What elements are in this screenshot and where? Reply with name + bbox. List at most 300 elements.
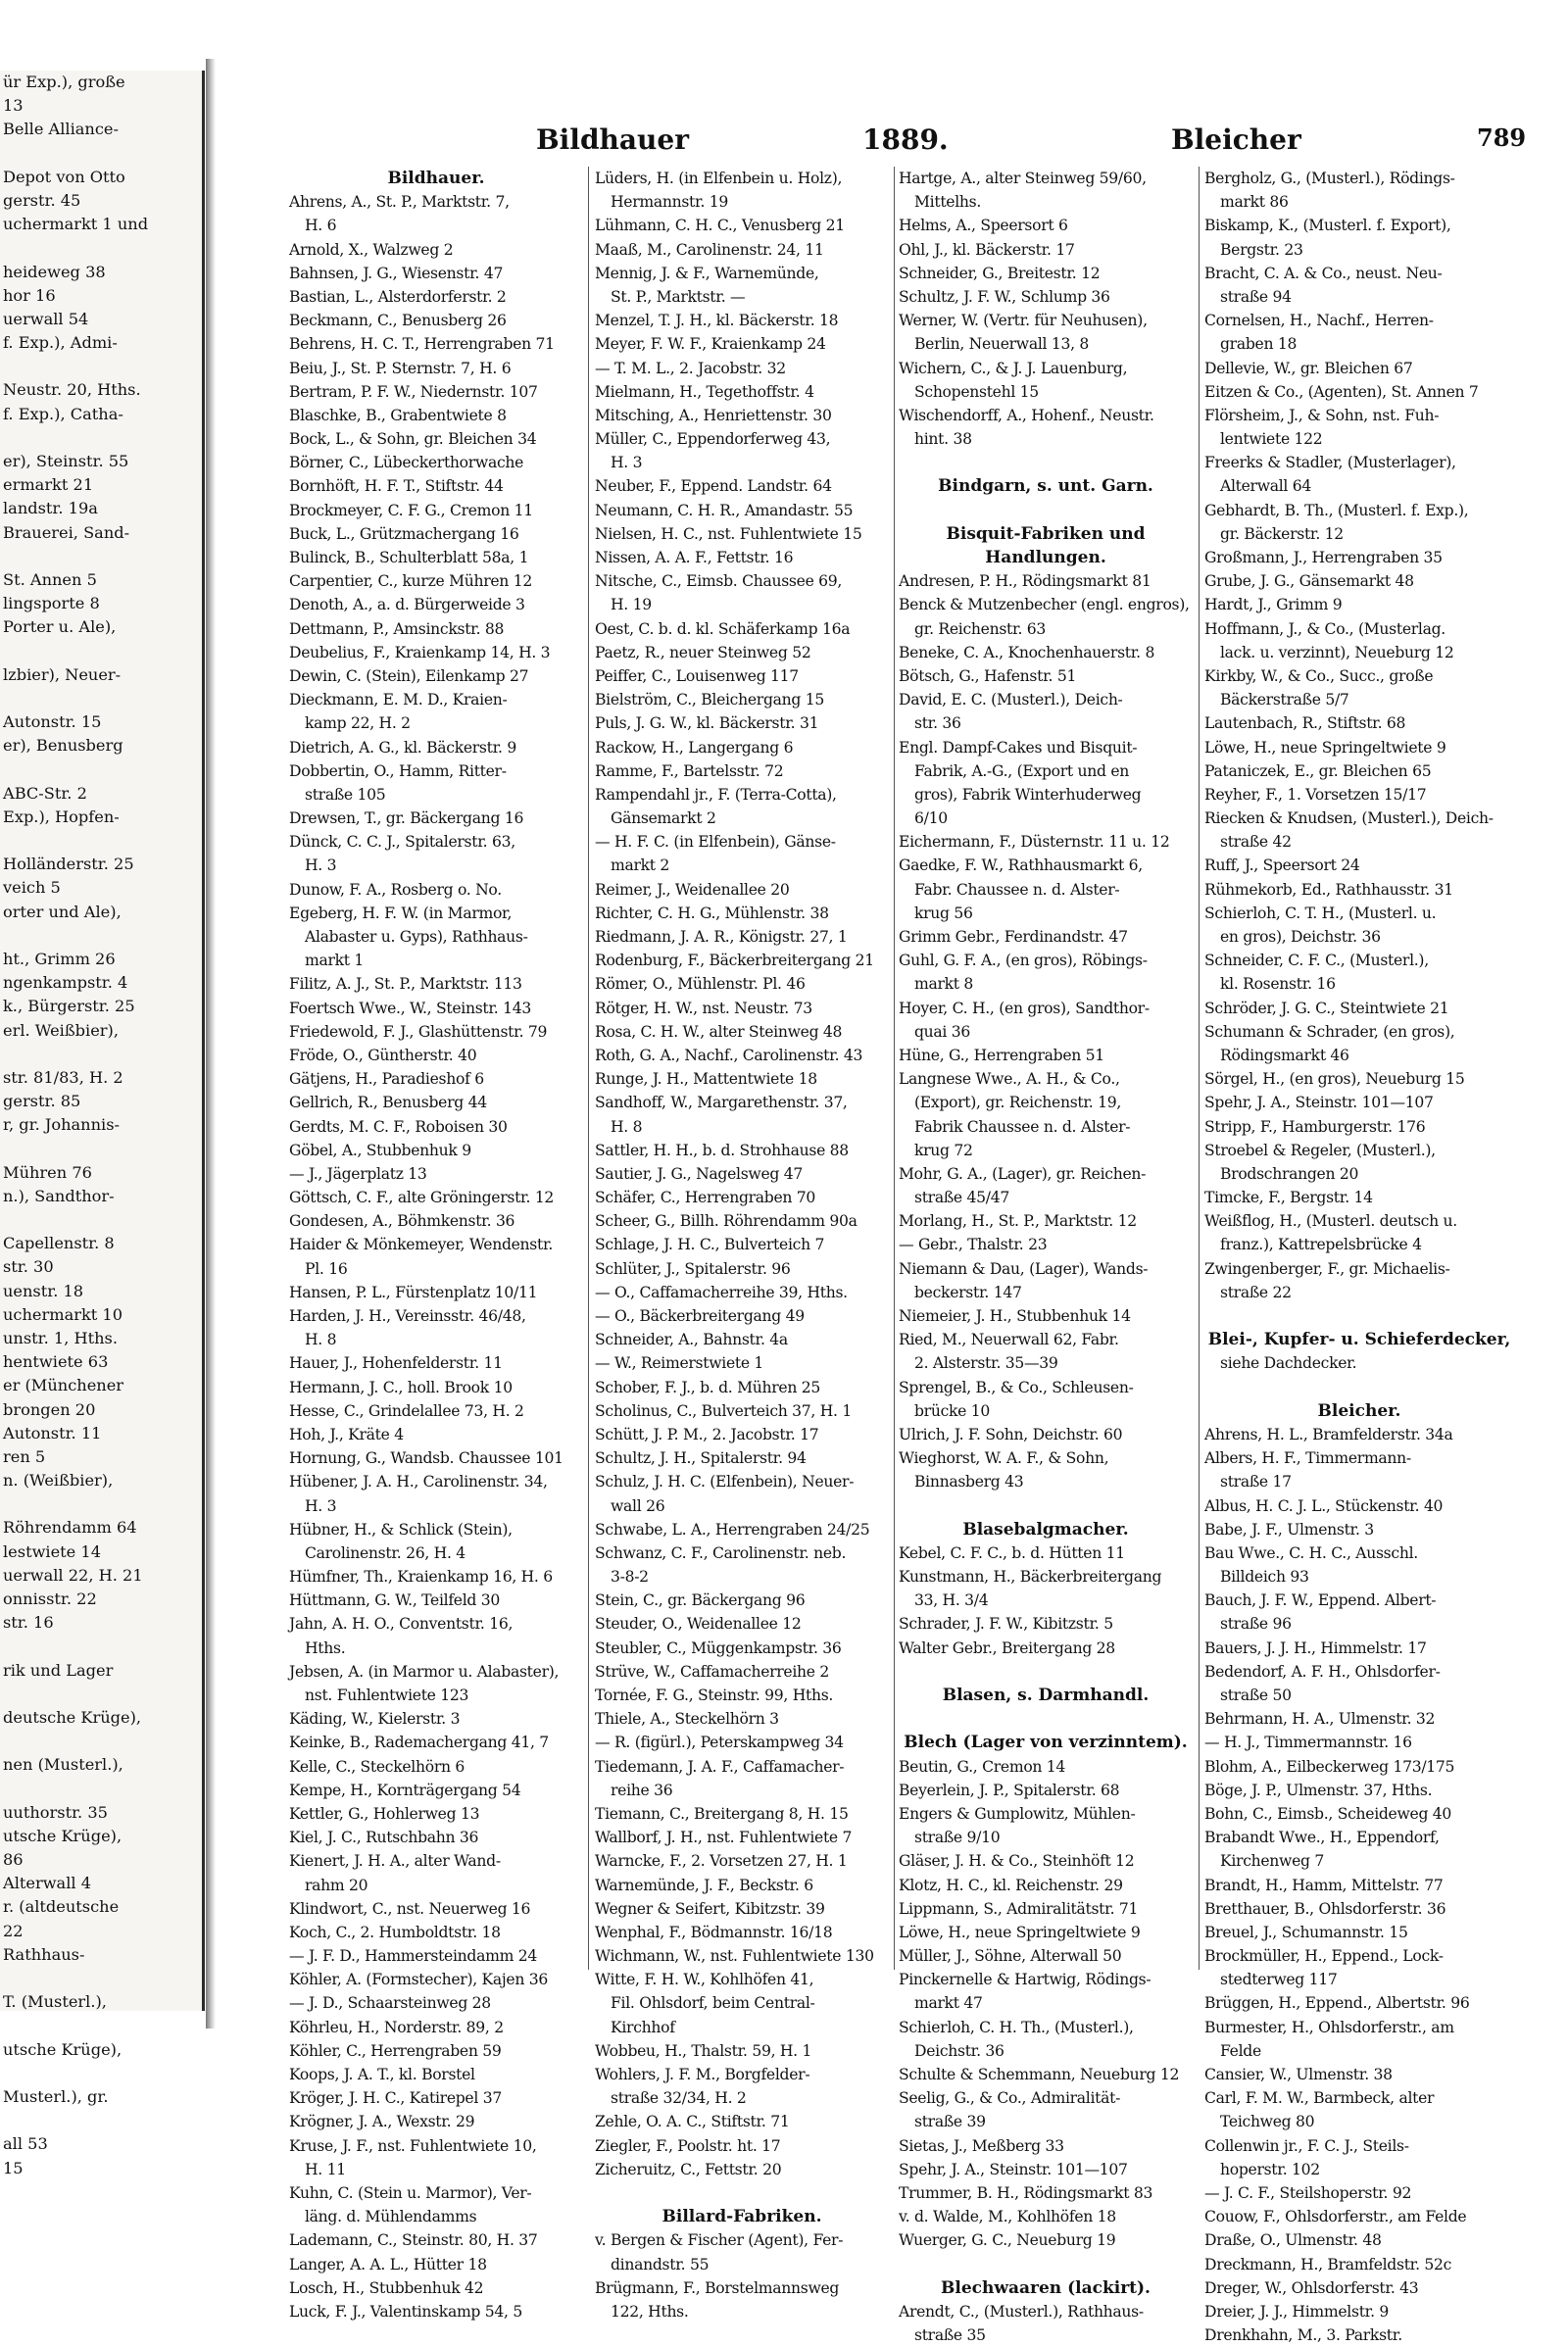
directory-entry: Schlage, J. H. C., Bulverteich 7 xyxy=(595,1236,825,1254)
directory-entry: Weißflog, H., (Musterl. deutsch u. xyxy=(1204,1212,1457,1231)
directory-entry: Steubler, C., Müggenkampstr. 36 xyxy=(595,1638,842,1657)
directory-entry: Gondesen, A., Böhmkenstr. 36 xyxy=(289,1212,515,1231)
directory-entry: Bornhöft, H. F. T., Stiftstr. 44 xyxy=(289,477,504,496)
directory-entry: Ramme, F., Bartelsstr. 72 xyxy=(595,761,784,780)
entry-continuation: Brodschrangen 20 xyxy=(1220,1164,1359,1183)
directory-entry: Kuhn, C. (Stein u. Marmor), Ver- xyxy=(289,2183,532,2202)
page-number: 789 xyxy=(1477,123,1527,152)
directory-entry: Schierloh, C. H. Th., (Musterl.), xyxy=(899,2018,1134,2036)
directory-entry: Gellrich, R., Benusberg 44 xyxy=(289,1094,487,1112)
entry-continuation: Deichstr. 36 xyxy=(914,2041,1004,2060)
directory-entry: Steuder, O., Weidenallee 12 xyxy=(595,1615,802,1634)
directory-entry: Mitsching, A., Henriettenstr. 30 xyxy=(595,406,832,424)
directory-entry: Kunstmann, H., Bäckerbreitergang xyxy=(899,1568,1162,1587)
directory-entry: Hansen, P. L., Fürstenplatz 10/11 xyxy=(289,1283,538,1301)
strip-line: Capellenstr. 8 xyxy=(3,1234,115,1253)
directory-entry: Babe, J. F., Ulmenstr. 3 xyxy=(1204,1520,1374,1539)
directory-entry: Dietrich, A. G., kl. Bäckerstr. 9 xyxy=(289,738,516,757)
directory-entry: Kelle, C., Steckelhörn 6 xyxy=(289,1757,466,1776)
strip-line: uchermarkt 10 xyxy=(3,1304,123,1324)
strip-line: str. 81/83, H. 2 xyxy=(3,1067,123,1087)
directory-entry: Sattler, H. H., b. d. Strohhause 88 xyxy=(595,1141,849,1159)
strip-line xyxy=(0,640,202,663)
section-heading: Bleicher. xyxy=(1317,1400,1401,1421)
directory-entry: Dieckmann, E. M. D., Kraien- xyxy=(289,691,508,709)
directory-entry: Spehr, J. A., Steinstr. 101—107 xyxy=(1204,1094,1434,1112)
entry-continuation: Gänsemarkt 2 xyxy=(611,809,716,828)
entry-continuation: Billdeich 93 xyxy=(1220,1568,1309,1587)
directory-entry: Schultz, J. F. W., Schlump 36 xyxy=(899,287,1110,306)
directory-entry: — J. D., Schaarsteinweg 28 xyxy=(289,1994,491,2013)
directory-entry: Breuel, J., Schumannstr. 15 xyxy=(1204,1923,1408,1941)
directory-entry: Bretthauer, B., Ohlsdorferstr. 36 xyxy=(1204,1899,1446,1918)
entry-continuation: Felde xyxy=(1220,2041,1261,2060)
directory-entry: Brockmeyer, C. F. G., Cremon 11 xyxy=(289,501,533,519)
strip-line: utsche Krüge), xyxy=(3,1826,122,1845)
directory-entry: Wohlers, J. F. M., Borgfelder- xyxy=(595,2066,810,2083)
directory-entry: Kruse, J. F., nst. Fuhlentwiete 10, xyxy=(289,2136,537,2155)
directory-entry: Witte, F. H. W., Kohlhöfen 41, xyxy=(595,1971,814,1989)
directory-entry: Kettler, G., Hohlerweg 13 xyxy=(289,1804,480,1823)
directory-entry: Wuerger, G. C., Neueburg 19 xyxy=(899,2231,1116,2250)
entry-continuation: kl. Rosenstr. 16 xyxy=(1220,975,1336,994)
directory-entry: Walter Gebr., Breitergang 28 xyxy=(899,1638,1115,1657)
directory-entry: Wieghorst, W. A. F., & Sohn, xyxy=(899,1449,1109,1468)
directory-entry: Cansier, W., Ulmenstr. 38 xyxy=(1204,2066,1393,2083)
directory-entry: Ohl, J., kl. Bäckerstr. 17 xyxy=(899,240,1075,259)
directory-entry: Großmann, J., Herrengraben 35 xyxy=(1204,549,1443,566)
directory-entry: Beutin, G., Cremon 14 xyxy=(899,1757,1066,1776)
directory-entry: Paetz, R., neuer Steinweg 52 xyxy=(595,643,811,661)
directory-entry: Reimer, J., Weidenallee 20 xyxy=(595,880,790,899)
directory-entry: Schröder, J. G. C., Steintwiete 21 xyxy=(1204,999,1449,1017)
entry-continuation: krug 56 xyxy=(914,904,973,922)
directory-entry: Luck, F. J., Valentinskamp 54, 5 xyxy=(289,2302,522,2321)
strip-line xyxy=(0,1683,202,1706)
entry-continuation: gr. Bäckerstr. 12 xyxy=(1220,524,1344,543)
directory-entry: Gerdts, M. C. F., Roboisen 30 xyxy=(289,1117,508,1136)
section-heading: Bildhauer. xyxy=(387,169,485,188)
strip-line: onnisstr. 22 xyxy=(3,1589,97,1608)
strip-line: T. (Musterl.), xyxy=(3,1992,107,2012)
directory-entry: Gläser, J. H. & Co., Steinhöft 12 xyxy=(899,1852,1135,1871)
strip-line: veich 5 xyxy=(3,878,61,898)
directory-entry: Börner, C., Lübeckerthorwache xyxy=(289,454,524,472)
directory-entry: Schütt, J. P. M., 2. Jacobstr. 17 xyxy=(595,1425,819,1443)
directory-entry: Foertsch Wwe., W., Steinstr. 143 xyxy=(289,999,531,1017)
directory-entry: Lühmann, C. H. C., Venusberg 21 xyxy=(595,217,845,235)
strip-line: Röhrendamm 64 xyxy=(3,1518,137,1538)
directory-entry: Bock, L., & Sohn, gr. Bleichen 34 xyxy=(289,430,537,449)
directory-entry: Bastian, L., Alsterdorferstr. 2 xyxy=(289,287,507,306)
directory-entry: Draße, O., Ulmenstr. 48 xyxy=(1204,2231,1382,2250)
directory-entry: Andresen, P. H., Rödingsmarkt 81 xyxy=(899,572,1152,591)
strip-line xyxy=(0,2014,202,2037)
directory-entry: Drewsen, T., gr. Bäckergang 16 xyxy=(289,809,524,828)
directory-entry: Blaschke, B., Grabentwiete 8 xyxy=(289,406,507,424)
directory-entry: Carl, F. M. W., Barmbeck, alter xyxy=(1204,2089,1435,2108)
strip-line: er), Steinstr. 55 xyxy=(3,452,129,470)
entry-continuation: Binnasberg 43 xyxy=(914,1473,1024,1491)
column-divider xyxy=(1199,167,1200,1970)
section-heading: Bindgarn, s. unt. Garn. xyxy=(938,476,1153,497)
strip-line: St. Annen 5 xyxy=(3,569,97,589)
section-heading: Billard-Fabriken. xyxy=(662,2207,822,2227)
directory-entry: Hoh, J., Kräte 4 xyxy=(289,1425,404,1443)
directory-entry: Rampendahl jr., F. (Terra-Cotta), xyxy=(595,785,837,804)
directory-entry: Niemeier, J. H., Stubbenhuk 14 xyxy=(899,1307,1131,1325)
directory-entry: — H. F. C. (in Elfenbein), Gänse- xyxy=(595,833,836,852)
directory-entry: Dewin, C. (Stein), Eilenkamp 27 xyxy=(289,666,529,685)
directory-entry: Schulz, J. H. C. (Elfenbein), Neuer- xyxy=(595,1473,855,1491)
directory-entry: Schneider, A., Bahnstr. 4a xyxy=(595,1331,788,1349)
directory-entry: Eichermann, F., Düsternstr. 11 u. 12 xyxy=(899,833,1170,852)
entry-continuation: markt 2 xyxy=(611,856,670,875)
strip-line: 86 xyxy=(3,1850,24,1870)
directory-entry: — H. J., Timmermannstr. 16 xyxy=(1204,1734,1412,1752)
entry-continuation: lack. u. verzinnt), Neueburg 12 xyxy=(1220,643,1454,661)
directory-entry: Filitz, A. J., St. P., Marktstr. 113 xyxy=(289,975,522,994)
entry-continuation: 6/10 xyxy=(914,809,948,828)
directory-entry: Hübener, J. A. H., Carolinenstr. 34, xyxy=(289,1473,548,1491)
strip-line xyxy=(0,355,202,378)
entry-continuation: brücke 10 xyxy=(914,1401,990,1420)
entry-continuation: gr. Reichenstr. 63 xyxy=(914,619,1047,638)
directory-entry: Beckmann, C., Benusberg 26 xyxy=(289,312,507,330)
directory-entry: Kröger, J. H. C., Katirepel 37 xyxy=(289,2089,502,2108)
strip-line: rik und Lager xyxy=(3,1660,114,1680)
directory-entry: Müller, J., Söhne, Alterwall 50 xyxy=(899,1947,1122,1966)
entry-continuation: Hths. xyxy=(305,1638,346,1657)
strip-line: str. 30 xyxy=(3,1257,54,1277)
directory-entry: Engers & Gumplowitz, Mühlen- xyxy=(899,1804,1136,1823)
directory-entry: Zicheruitz, C., Fettstr. 20 xyxy=(595,2160,782,2178)
column-3 xyxy=(899,167,1193,2345)
directory-entry: Meyer, F. W. F., Kraienkamp 24 xyxy=(595,335,826,354)
strip-line xyxy=(0,2109,202,2132)
directory-entry: Brockmüller, H., Eppend., Lock- xyxy=(1204,1947,1444,1966)
directory-entry: Ahrens, A., St. P., Marktstr. 7, xyxy=(289,193,510,212)
directory-entry: Bielström, C., Bleichergang 15 xyxy=(595,691,824,709)
entry-continuation: Alterwall 64 xyxy=(1220,477,1312,496)
strip-line xyxy=(0,1730,202,1753)
entry-continuation: (Export), gr. Reichenstr. 19, xyxy=(914,1094,1122,1112)
strip-line: lzbier), Neuer- xyxy=(3,664,122,684)
directory-entry: Behrmann, H. A., Ulmenstr. 32 xyxy=(1204,1710,1436,1729)
directory-entry: Schober, F. J., b. d. Mühren 25 xyxy=(595,1378,820,1396)
entry-continuation: markt 47 xyxy=(914,1994,983,2013)
entry-continuation: Kirchenweg 7 xyxy=(1220,1852,1324,1871)
entry-continuation: en gros), Deichstr. 36 xyxy=(1220,928,1381,946)
directory-entry: Hoffmann, J., & Co., (Musterlag. xyxy=(1204,619,1446,638)
directory-entry: Köhler, A. (Formstecher), Kajen 36 xyxy=(289,1971,548,1989)
directory-entry: Schierloh, C. T. H., (Musterl. u. xyxy=(1204,904,1437,922)
section-heading: Blasebalgmacher. xyxy=(962,1519,1129,1540)
directory-entry: Sietas, J., Meßberg 33 xyxy=(899,2136,1064,2155)
strip-line: er), Benusberg xyxy=(3,736,123,756)
entry-continuation: St. P., Marktstr. — xyxy=(611,287,746,306)
directory-entry: Klindwort, C., nst. Neuerweg 16 xyxy=(289,1899,531,1918)
entry-continuation: straße 50 xyxy=(1220,1687,1292,1704)
directory-entry: Kiel, J. C., Rutschbahn 36 xyxy=(289,1829,479,1847)
directory-entry: Brandt, H., Hamm, Mittelstr. 77 xyxy=(1204,1876,1444,1894)
strip-line: all 53 xyxy=(3,2134,48,2154)
header-right-keyword: Bleicher xyxy=(1171,123,1301,156)
directory-entry: Guhl, G. F. A., (en gros), Röbings- xyxy=(899,952,1148,970)
directory-entry: Hesse, C., Grindelallee 73, H. 2 xyxy=(289,1401,524,1420)
strip-line: orter und Ale), xyxy=(3,902,122,921)
strip-line: n. (Weißbier), xyxy=(3,1471,114,1491)
strip-line: Mühren 76 xyxy=(3,1162,92,1182)
directory-entry: Köhrleu, H., Norderstr. 89, 2 xyxy=(289,2018,504,2036)
directory-entry: Schäfer, C., Herrengraben 70 xyxy=(595,1189,816,1207)
strip-line: ür Exp.), große xyxy=(3,73,125,91)
directory-entry: Cornelsen, H., Nachf., Herren- xyxy=(1204,312,1434,330)
strip-line xyxy=(0,1778,202,1801)
blank-line xyxy=(899,2253,1193,2276)
directory-entry: Mohr, G. A., (Lager), gr. Reichen- xyxy=(899,1164,1147,1183)
entry-continuation: Mittelhs. xyxy=(914,193,982,212)
entry-continuation: straße 94 xyxy=(1220,287,1292,306)
directory-entry: Rühmekorb, Ed., Rathhausstr. 31 xyxy=(1204,880,1453,899)
directory-entry: — W., Reimerstwiete 1 xyxy=(595,1354,764,1373)
directory-entry: Schwanz, C. F., Carolinenstr. neb. xyxy=(595,1543,847,1562)
strip-line: brongen 20 xyxy=(3,1399,96,1419)
directory-entry: David, E. C. (Musterl.), Deich- xyxy=(899,691,1123,709)
directory-entry: Scholinus, C., Bulverteich 37, H. 1 xyxy=(595,1401,852,1420)
directory-entry: Menzel, T. J. H., kl. Bäckerstr. 18 xyxy=(595,312,839,330)
directory-entry: Bohn, C., Eimsb., Scheideweg 40 xyxy=(1204,1804,1452,1823)
strip-line: f. Exp.), Admi- xyxy=(3,333,118,353)
strip-line: Belle Alliance- xyxy=(3,120,119,139)
entry-continuation: quai 36 xyxy=(914,1022,971,1041)
entry-continuation: kamp 22, H. 2 xyxy=(305,714,411,733)
entry-continuation: straße 9/10 xyxy=(914,1829,1001,1847)
directory-entry: Schulte & Schemmann, Neueburg 12 xyxy=(899,2066,1180,2083)
directory-entry: Niemann & Dau, (Lager), Wands- xyxy=(899,1259,1149,1278)
entry-continuation: straße 35 xyxy=(914,2326,986,2345)
strip-line: gerstr. 85 xyxy=(3,1092,81,1111)
directory-entry: Krögner, J. A., Wexstr. 29 xyxy=(289,2113,475,2131)
entry-continuation: straße 42 xyxy=(1220,833,1292,852)
strip-line: 15 xyxy=(3,2158,24,2177)
directory-entry: Schumann & Schrader, (en gros), xyxy=(1204,1022,1455,1041)
entry-continuation: 2. Alsterstr. 35—39 xyxy=(914,1354,1058,1373)
directory-entry: Warnemünde, J. F., Beckstr. 6 xyxy=(595,1876,813,1894)
strip-line xyxy=(0,687,202,710)
directory-entry: Lademann, C., Steinstr. 80, H. 37 xyxy=(289,2231,538,2250)
directory-entry: Hermann, J. C., holl. Brook 10 xyxy=(289,1378,513,1396)
entry-continuation: H. 8 xyxy=(305,1331,337,1349)
directory-entry: — T. M. L., 2. Jacobstr. 32 xyxy=(595,359,786,377)
section-heading: Blei-, Kupfer- u. Schieferdecker, xyxy=(1207,1330,1511,1350)
entry-continuation: dinandstr. 55 xyxy=(611,2255,710,2274)
directory-entry: Koops, J. A. T., kl. Borstel xyxy=(289,2066,475,2083)
directory-entry: Haider & Mönkemeyer, Wendenstr. xyxy=(289,1236,554,1254)
directory-entry: Wenphal, F., Bödmannstr. 16/18 xyxy=(595,1923,833,1941)
directory-entry: Zehle, O. A. C., Stiftstr. 71 xyxy=(595,2113,790,2131)
directory-entry: Bötsch, G., Hafenstr. 51 xyxy=(899,666,1077,685)
strip-line: gerstr. 45 xyxy=(3,190,81,210)
strip-line: r, gr. Johannis- xyxy=(3,1115,120,1135)
directory-entry: Göttsch, C. F., alte Gröningerstr. 12 xyxy=(289,1189,555,1207)
entry-continuation: Fil. Ohlsdorf, beim Central- xyxy=(611,1994,815,2013)
directory-entry: Grube, J. G., Gänsemarkt 48 xyxy=(1204,572,1414,591)
book-gutter xyxy=(206,59,216,2029)
strip-line: 22 xyxy=(3,1921,24,1940)
strip-line xyxy=(0,236,202,260)
strip-line: erl. Weißbier), xyxy=(3,1020,119,1040)
directory-columns xyxy=(289,167,1514,2345)
directory-entry: Oest, C. b. d. kl. Schäferkamp 16a xyxy=(595,619,851,638)
entry-continuation: Alabaster u. Gyps), Rathhaus- xyxy=(305,928,528,946)
directory-entry: Maaß, M., Carolinenstr. 24, 11 xyxy=(595,240,824,259)
directory-entry: Bauch, J. F. W., Eppend. Albert- xyxy=(1204,1591,1437,1610)
directory-entry: Beiu, J., St. P. Sternstr. 7, H. 6 xyxy=(289,359,512,377)
strip-line: heideweg 38 xyxy=(3,262,106,281)
directory-entry: Hornung, G., Wandsb. Chaussee 101 xyxy=(289,1449,564,1468)
strip-line: ermarkt 21 xyxy=(3,475,94,495)
directory-entry: Tornée, F. G., Steinstr. 99, Hths. xyxy=(595,1687,834,1704)
directory-entry: Ruff, J., Speersort 24 xyxy=(1204,856,1360,875)
strip-line: 13 xyxy=(3,96,24,116)
strip-line: uchermarkt 1 und xyxy=(3,215,149,234)
strip-line: ht., Grimm 26 xyxy=(3,949,116,968)
directory-entry: Sandhoff, W., Margarethenstr. 37, xyxy=(595,1094,848,1112)
entry-continuation: reihe 36 xyxy=(611,1781,673,1799)
directory-entry: Löwe, H., neue Springeltwiete 9 xyxy=(899,1923,1141,1941)
directory-entry: Helms, A., Speersort 6 xyxy=(899,217,1068,235)
directory-entry: Hümfner, Th., Kraienkamp 16, H. 6 xyxy=(289,1568,553,1587)
entry-continuation: Bäckerstraße 5/7 xyxy=(1220,691,1349,709)
directory-entry: Tiedemann, J. A. F., Caffamacher- xyxy=(595,1757,845,1776)
directory-entry: Puls, J. G. W., kl. Bäckerstr. 31 xyxy=(595,714,819,733)
entry-continuation: H. 11 xyxy=(305,2160,346,2178)
strip-line: lestwiete 14 xyxy=(3,1541,102,1561)
strip-line: Musterl.), gr. xyxy=(3,2086,109,2106)
directory-entry: Gaedke, F. W., Rathhausmarkt 6, xyxy=(899,856,1143,875)
entry-continuation: Fabrik Chaussee n. d. Alster- xyxy=(914,1117,1131,1136)
directory-entry: Freerks & Stadler, (Musterlager), xyxy=(1204,454,1456,472)
directory-entry: Bauers, J. J. H., Himmelstr. 17 xyxy=(1204,1638,1427,1657)
entry-continuation: Fabrik, A.-G., (Export und en xyxy=(914,761,1130,780)
page-header xyxy=(289,118,1527,167)
directory-entry: — O., Caffamacherreihe 39, Hths. xyxy=(595,1283,848,1301)
strip-line: uenstr. 18 xyxy=(3,1281,84,1300)
strip-line: Autonstr. 15 xyxy=(3,712,102,732)
directory-entry: Schrader, J. F. W., Kibitzstr. 5 xyxy=(899,1615,1113,1634)
directory-entry: — J. C. F., Steilshoperstr. 92 xyxy=(1204,2183,1412,2202)
strip-line: deutsche Krüge), xyxy=(3,1707,142,1727)
strip-line xyxy=(0,426,202,450)
directory-entry: Morlang, H., St. P., Marktstr. 12 xyxy=(899,1212,1137,1231)
directory-entry: Roth, G. A., Nachf., Carolinenstr. 43 xyxy=(595,1046,863,1064)
directory-entry: Wegner & Seifert, Kibitzstr. 39 xyxy=(595,1899,825,1918)
strip-line: Brauerei, Sand- xyxy=(3,522,130,542)
strip-line: Alterwall 4 xyxy=(3,1874,91,1893)
directory-entry: Brügmann, F., Borstelmannsweg xyxy=(595,2278,840,2297)
directory-entry: Mielmann, H., Tegethoffstr. 4 xyxy=(595,382,814,401)
entry-continuation: krug 72 xyxy=(914,1141,973,1159)
directory-entry: Riedmann, J. A. R., Königstr. 27, 1 xyxy=(595,928,848,946)
directory-entry: Blohm, A., Eilbeckerweg 173/175 xyxy=(1204,1757,1455,1776)
directory-entry: Mennig, J. & F., Warnemünde, xyxy=(595,264,819,282)
directory-entry: Keinke, B., Rademachergang 41, 7 xyxy=(289,1734,549,1752)
directory-entry: — R. (figürl.), Peterskampweg 34 xyxy=(595,1734,844,1752)
directory-entry: Dreier, J. J., Himmelstr. 9 xyxy=(1204,2302,1390,2321)
directory-entry: Flörsheim, J., & Sohn, nst. Fuh- xyxy=(1204,406,1440,424)
directory-entry: Ried, M., Neuerwall 62, Fabr. xyxy=(899,1331,1119,1349)
directory-entry: Klotz, H. C., kl. Reichenstr. 29 xyxy=(899,1876,1123,1894)
directory-entry: Carpentier, C., kurze Mühren 12 xyxy=(289,572,532,591)
column-divider xyxy=(588,167,589,1970)
directory-entry: Stripp, F., Hamburgerstr. 176 xyxy=(1204,1117,1426,1136)
directory-entry: Gebhardt, B. Th., (Musterl. f. Exp.), xyxy=(1204,501,1469,519)
strip-line: Holländerstr. 25 xyxy=(3,855,134,874)
directory-entry: Hartge, A., alter Steinweg 59/60, xyxy=(899,170,1147,187)
strip-line xyxy=(0,1492,202,1516)
directory-entry: Trummer, B. H., Rödingsmarkt 83 xyxy=(899,2183,1153,2202)
directory-entry: Dreger, W., Ohlsdorferstr. 43 xyxy=(1204,2278,1419,2297)
strip-line: er (Münchener xyxy=(3,1376,124,1395)
directory-entry: Ziegler, F., Poolstr. ht. 17 xyxy=(595,2136,781,2155)
directory-entry: Müller, C., Eppendorferweg 43, xyxy=(595,430,831,449)
entry-continuation: H. 3 xyxy=(305,856,337,875)
strip-line xyxy=(0,924,202,948)
section-heading: Bisquit-Fabriken und xyxy=(946,523,1146,544)
section-heading: Handlungen. xyxy=(985,548,1106,567)
entry-continuation: Rödingsmarkt 46 xyxy=(1220,1046,1349,1064)
blank-line xyxy=(595,2181,889,2205)
column-divider xyxy=(894,167,895,1970)
entry-continuation: hint. 38 xyxy=(914,430,972,449)
strip-line: Depot von Otto xyxy=(3,167,125,186)
entry-continuation: markt 86 xyxy=(1220,193,1289,212)
entry-continuation: straße 45/47 xyxy=(914,1189,1009,1207)
directory-entry: Denoth, A., a. d. Bürgerweide 3 xyxy=(289,596,525,614)
strip-line: landstr. 19a xyxy=(3,499,98,518)
directory-entry: Hüttmann, G. W., Teilfeld 30 xyxy=(289,1591,501,1610)
strip-line: Neustr. 20, Hths. xyxy=(3,380,141,400)
directory-entry: Deubelius, F., Kraienkamp 14, H. 3 xyxy=(289,643,551,661)
directory-entry: Albus, H. C. J. L., Stückenstr. 40 xyxy=(1204,1496,1444,1515)
directory-entry: Timcke, F., Bergstr. 14 xyxy=(1204,1189,1373,1207)
strip-line xyxy=(0,1208,202,1232)
strip-line xyxy=(0,758,202,781)
directory-entry: Dünck, C. C. J., Spitalerstr. 63, xyxy=(289,833,515,852)
directory-entry: Wallborf, J. H., nst. Fuhlentwiete 7 xyxy=(595,1829,853,1847)
directory-entry: Brüggen, H., Eppend., Albertstr. 96 xyxy=(1204,1994,1470,2013)
directory-entry: Albers, H. F., Timmermann- xyxy=(1204,1449,1411,1468)
directory-entry: Langnese Wwe., A. H., & Co., xyxy=(899,1070,1120,1089)
directory-entry: Jebsen, A. (in Marmor u. Alabaster), xyxy=(289,1662,560,1681)
entry-continuation: gros), Fabrik Winterhuderweg xyxy=(914,785,1142,804)
directory-entry: Werner, W. (Vertr. für Neuhusen), xyxy=(899,312,1148,330)
entry-continuation: str. 36 xyxy=(914,714,961,733)
entry-continuation: franz.), Kattrepelsbrücke 4 xyxy=(1220,1236,1422,1254)
directory-entry: Hauer, J., Hohenfelderstr. 11 xyxy=(289,1354,503,1373)
directory-entry: Friedewold, F. J., Glashüttenstr. 79 xyxy=(289,1022,548,1041)
directory-entry: Pataniczek, E., gr. Bleichen 65 xyxy=(1204,761,1432,780)
directory-entry: Hüne, G., Herrengraben 51 xyxy=(899,1046,1104,1064)
entry-continuation: markt 1 xyxy=(305,952,365,970)
strip-line: ngenkampstr. 4 xyxy=(3,973,128,993)
entry-continuation: 3-8-2 xyxy=(611,1568,649,1587)
directory-entry: Lautenbach, R., Stiftstr. 68 xyxy=(1204,714,1406,733)
directory-entry: Langer, A. A. L., Hütter 18 xyxy=(289,2255,487,2274)
entry-continuation: straße 39 xyxy=(914,2113,986,2131)
directory-entry: Losch, H., Stubbenhuk 42 xyxy=(289,2278,484,2297)
